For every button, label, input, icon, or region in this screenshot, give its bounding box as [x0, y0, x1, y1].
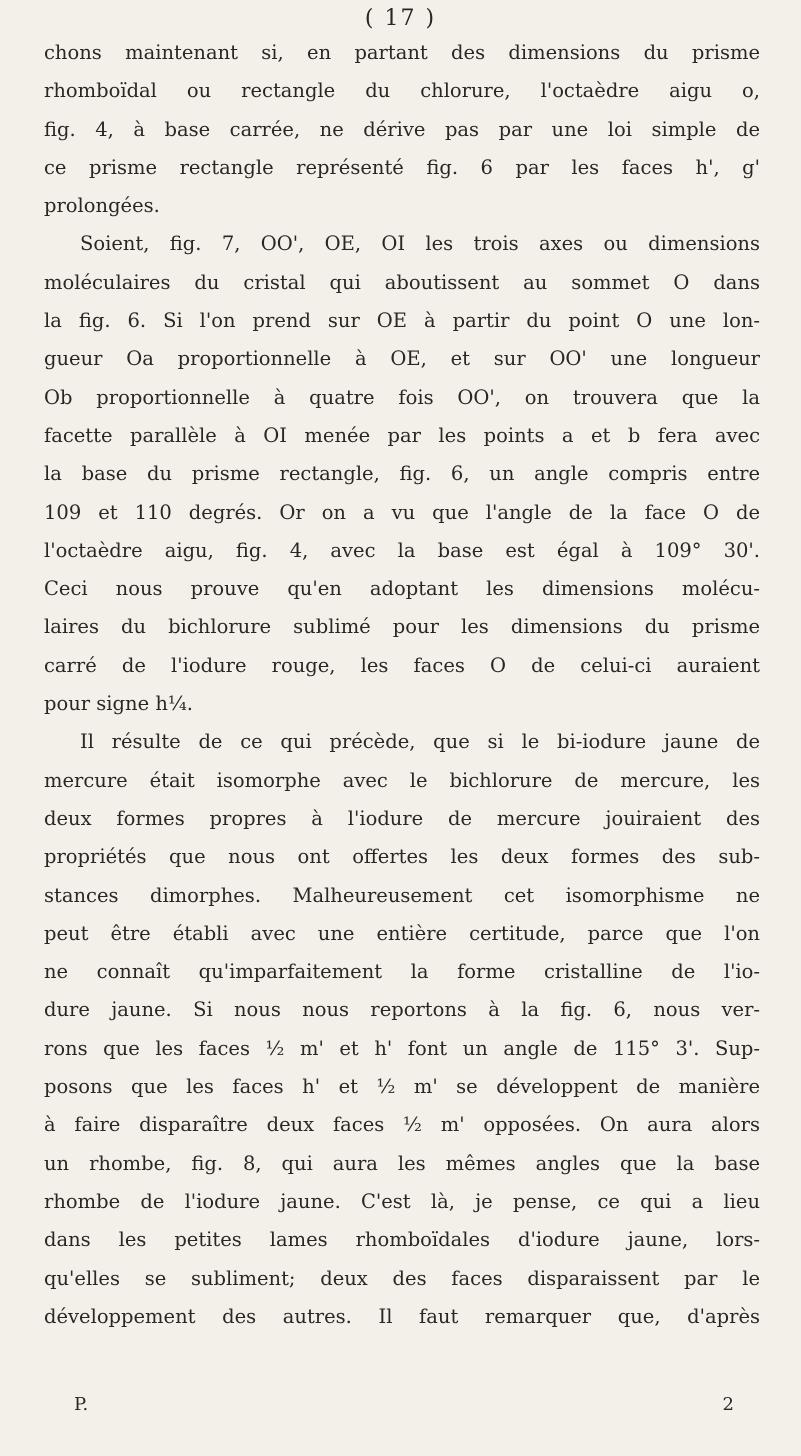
text-line: à faire disparaître deux faces ½ m' opposées. On aura alors — [44, 1113, 760, 1137]
text-line: carré de l'iodure rouge, les faces O de celui-ci auraient — [44, 653, 760, 677]
text-line: un rhombe, fig. 8, qui aura les mêmes angles que la base — [44, 1151, 760, 1175]
text-line: laires du bichlorure sublimé pour les dimensions du prisme — [44, 615, 760, 639]
text-line: rhomboïdal ou rectangle du chlorure, l'octaèdre aigu o, — [44, 79, 760, 103]
text-line: ce prisme rectangle représenté fig. 6 par les faces h', g' — [44, 155, 760, 179]
text-line: dure jaune. Si nous nous reportons à la fig. 6, nous ver- — [44, 998, 760, 1022]
text-line: gueur Oa proportionnelle à OE, et sur OO' une longueur — [44, 347, 760, 371]
text-line: 109 et 110 degrés. Or on a vu que l'angle de la face O de — [44, 500, 760, 524]
text-line: ne connaît qu'imparfaitement la forme cristalline de l'io- — [44, 960, 760, 984]
text-line: dans les petites lames rhomboïdales d'iodure jaune, lors- — [44, 1228, 760, 1252]
signature-mark: P. — [74, 1394, 89, 1415]
text-line: Soient, fig. 7, OO', OE, OI les trois axes ou dimensions — [80, 232, 760, 256]
text-line: qu'elles se subliment; deux des faces disparaissent par le — [44, 1266, 760, 1290]
text-line: développement des autres. Il faut remarquer que, d'après — [44, 1304, 760, 1328]
text-line: prolongées. — [44, 194, 160, 218]
page-number: ( 17 ) — [364, 6, 437, 31]
text-line: pour signe h¼. — [44, 692, 193, 716]
text-line: rhombe de l'iodure jaune. C'est là, je pense, ce qui a lieu — [44, 1189, 760, 1213]
text-line: Il résulte de ce qui précède, que si le bi-iodure jaune de — [80, 730, 760, 754]
signature-number: 2 — [722, 1394, 734, 1415]
text-line: fig. 4, à base carrée, ne dérive pas par une loi simple de — [44, 117, 760, 141]
text-line: Ceci nous prouve qu'en adoptant les dimensions molécu- — [44, 577, 760, 601]
text-line: mercure était isomorphe avec le bichlorure de mercure, les — [44, 768, 760, 792]
text-line: stances dimorphes. Malheureusement cet isomorphisme ne — [44, 883, 760, 907]
text-line: propriétés que nous ont offertes les deux formes des sub- — [44, 845, 760, 869]
text-line: moléculaires du cristal qui aboutissent au sommet O dans — [44, 270, 760, 294]
text-line: deux formes propres à l'iodure de mercure jouiraient des — [44, 806, 760, 830]
text-line: chons maintenant si, en partant des dimensions du prisme — [44, 41, 760, 64]
text-line: Ob proportionnelle à quatre fois OO', on trouvera que la — [44, 385, 760, 409]
page-footer — [74, 1394, 734, 1415]
text-line: rons que les faces ½ m' et h' font un angle de 115° 3'. Sup- — [44, 1036, 760, 1060]
text-line: la base du prisme rectangle, fig. 6, un angle compris entre — [44, 462, 760, 486]
text-line: l'octaèdre aigu, fig. 4, avec la base est égal à 109° 30'. — [44, 538, 760, 562]
text-line: posons que les faces h' et ½ m' se développent de manière — [44, 1075, 760, 1099]
text-line: peut être établi avec une entière certitude, parce que l'on — [44, 921, 760, 945]
text-line: la fig. 6. Si l'on prend sur OE à partir du point O une lon- — [44, 309, 760, 333]
text-line: facette parallèle à OI menée par les points a et b fera avec — [44, 423, 760, 447]
body-text — [44, 34, 760, 1336]
